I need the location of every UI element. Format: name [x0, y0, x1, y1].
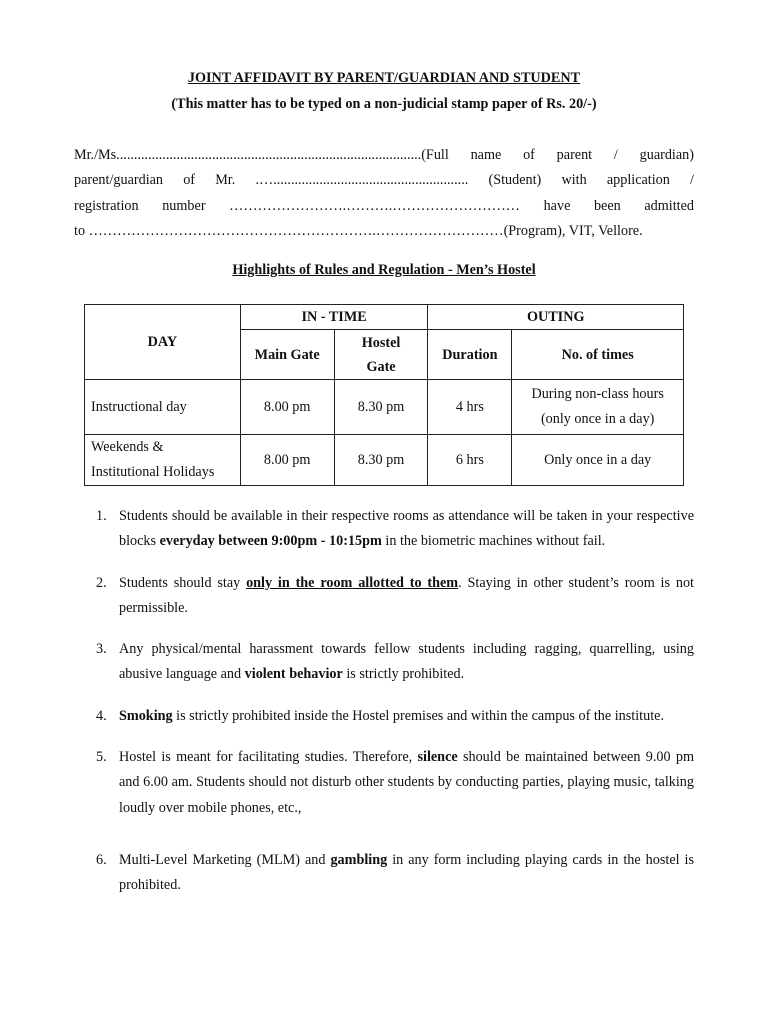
- hostel-timing-table: [84, 304, 684, 486]
- day-line-1: Weekends &: [91, 439, 164, 455]
- day-text: Instructional day: [91, 398, 187, 415]
- rule-item: [96, 745, 694, 821]
- rule-item: [96, 571, 694, 622]
- rule-item: [96, 637, 694, 688]
- rule-text: Students should stay: [119, 574, 247, 591]
- rule-text: in the biometric machines without fail.: [381, 533, 606, 550]
- table-cell-duration: 6 hrs: [428, 435, 512, 486]
- rule-number: 4.: [96, 707, 107, 724]
- table-cell-day: [85, 380, 241, 435]
- table-cell-main-gate: 8.00 pm: [240, 435, 334, 486]
- times-line-2: (only once in a day): [540, 411, 655, 427]
- table-cell-hostel-gate: 8.30 pm: [334, 380, 428, 435]
- hostel-gate-line-1: Hostel: [361, 334, 401, 351]
- rule-text: Hostel is meant for facilitating studies. Therefore,: [119, 749, 418, 766]
- intro-line: parent/guardian of Mr. .…....................................................... (Student) with application /: [74, 172, 694, 189]
- table-header-main-gate: Main Gate: [240, 330, 334, 380]
- rule-text: is strictly prohibited.: [342, 666, 465, 683]
- rule-number: 5.: [96, 749, 107, 766]
- rule-number: 1.: [96, 508, 107, 524]
- document-subtitle: (This matter has to be typed on a non-judicial stamp paper of Rs. 20/-): [171, 96, 597, 112]
- table-cell-times: [512, 380, 684, 435]
- rule-emphasis: silence: [417, 749, 458, 766]
- table-cell-hostel-gate: 8.30 pm: [334, 435, 428, 486]
- rule-text: in any form including playing cards in the hostel is prohibited.: [119, 851, 695, 894]
- rule-number: 6.: [96, 851, 107, 868]
- table-header-outing: OUTING: [428, 305, 684, 330]
- table-header-duration: Duration: [428, 330, 512, 380]
- highlights-heading: Highlights of Rules and Regulation - Men’s Hostel: [232, 262, 536, 278]
- table-cell-duration: 4 hrs: [428, 380, 512, 435]
- rule-text: Any physical/mental harassment towards fellow students including ragging, quarrelling, using abusive language and: [119, 641, 694, 683]
- table-header-in-time: IN - TIME: [240, 305, 428, 330]
- rule-text: is strictly prohibited inside the Hostel premises and within the campus of the institute.: [172, 707, 664, 724]
- rule-emphasis: everyday between 9:00pm - 10:15pm: [159, 533, 382, 550]
- rule-item: [96, 704, 694, 729]
- rule-text: Multi-Level Marketing (MLM) and: [119, 851, 331, 868]
- rule-emphasis: Smoking: [119, 707, 173, 724]
- intro-line: Mr./Ms......................................................................................(Full name of parent / guardian): [74, 147, 694, 163]
- document-title: JOINT AFFIDAVIT BY PARENT/GUARDIAN AND STUDENT: [187, 70, 581, 86]
- times-line-1: During non-class hours: [531, 386, 664, 402]
- rule-text: . Staying in other student’s room is not permissible.: [119, 574, 694, 616]
- rule-number: 3.: [96, 641, 107, 658]
- table-header-day: DAY: [85, 305, 241, 380]
- rule-emphasis: only in the room allotted to them: [246, 574, 459, 591]
- rule-item: [96, 848, 694, 899]
- rule-text: should be maintained between 9.00 pm and 6.00 am. Students should not disturb other students by conducting parties, playing music, talking loudly over mobile phones, etc.,: [119, 749, 694, 816]
- table-row: [85, 380, 684, 435]
- intro-paragraph: [74, 143, 694, 244]
- table-header-hostel-gate: [334, 330, 428, 380]
- table-header-times: No. of times: [512, 330, 684, 380]
- table-cell-day: [85, 435, 241, 486]
- table-cell-main-gate: 8.00 pm: [240, 380, 334, 435]
- rule-emphasis: violent behavior: [244, 666, 343, 683]
- table-cell-times: Only once in a day: [512, 435, 684, 486]
- intro-line: to …………………………………………………….………………………(Program), VIT, Vellore.: [74, 222, 643, 239]
- hostel-gate-line-2: Gate: [366, 358, 396, 375]
- rules-list: [96, 504, 694, 899]
- rule-emphasis: gambling: [330, 851, 388, 868]
- rule-text: Students should be available in their respective rooms as attendance will be taken in your respective blocks: [119, 508, 694, 550]
- intro-line: registration number …………………….……….……………………… have been admitted: [74, 197, 694, 214]
- rule-number: 2.: [96, 574, 107, 591]
- table-row: [85, 435, 684, 486]
- day-line-2: Institutional Holidays: [91, 464, 215, 480]
- rule-item: [96, 504, 694, 555]
